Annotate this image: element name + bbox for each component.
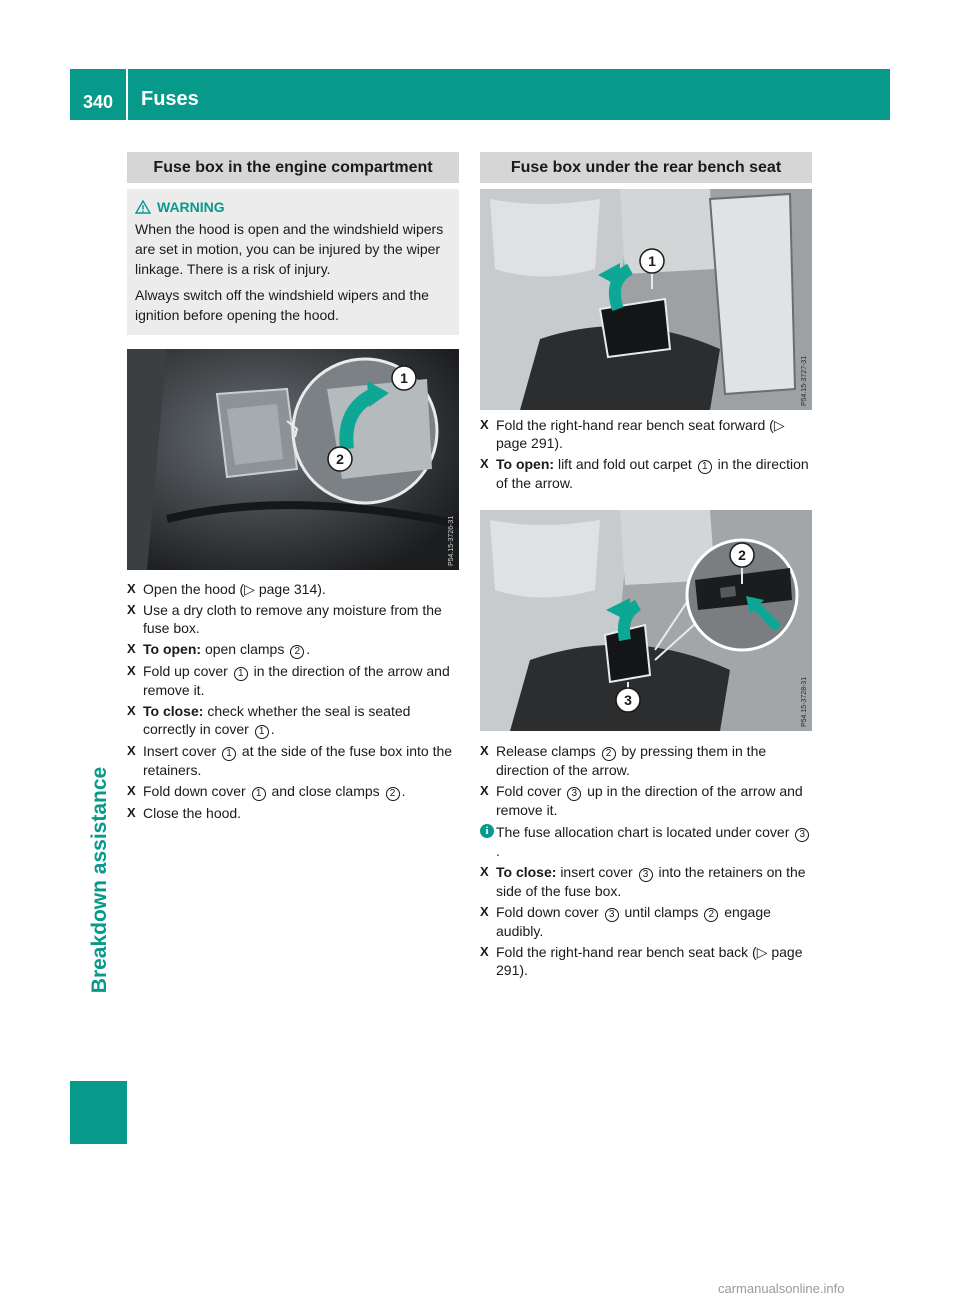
engine-steps-list xyxy=(127,580,459,822)
list-item: X Fold cover 3 up in the direction of the arrow and remove it. xyxy=(480,783,803,818)
list-item: X To close: insert cover 3 into the retainers on the side of the fuse box. xyxy=(480,864,806,899)
list-item: X Fold the right-hand rear bench seat forward (▷ page 291). xyxy=(480,417,785,451)
photo-code-rear-2: P54.15-3728-31 xyxy=(801,676,808,727)
rear-seat-photo-2 xyxy=(480,510,812,731)
side-chapter-label xyxy=(85,660,115,1100)
page-number: 340 xyxy=(83,92,114,112)
section-title-engine: Fuse box in the engine compartment xyxy=(127,152,459,183)
list-item: X Fold up cover 1 in the direction of the arrow and remove it. xyxy=(127,663,450,698)
callout-1-rear: 1 xyxy=(648,253,656,269)
list-item: X To open: open clamps 2 . xyxy=(127,641,311,657)
callout-2-engine: 2 xyxy=(336,451,344,467)
list-item: X Open the hood (▷ page 314). xyxy=(127,581,326,597)
callout-2-rear: 2 xyxy=(738,547,746,563)
rear-steps-list-3 xyxy=(480,863,812,979)
side-chapter-text: Breakdown assistance xyxy=(88,766,111,994)
section-title-rear-seat: Fuse box under the rear bench seat xyxy=(480,152,812,183)
rear-seat-photo-1 xyxy=(480,189,812,410)
list-item: X Fold the right-hand rear bench seat back (▷ page 291). xyxy=(480,944,803,978)
rear-steps-list-1 xyxy=(480,416,812,492)
warning-triangle-icon xyxy=(135,200,151,214)
engine-fusebox-photo xyxy=(127,349,459,570)
info-icon: i xyxy=(480,824,494,838)
list-item: X Fold down cover 1 and close clamps 2 . xyxy=(127,783,406,799)
header-divider xyxy=(126,69,128,120)
warning-text-1: When the hood is open and the windshield wipers are set in motion, you can be injured by the wiper linkage. There is a risk of injury. xyxy=(135,221,444,277)
side-marker-block xyxy=(70,1081,127,1144)
list-item: X Fold down cover 3 until clamps 2 engage audibly. xyxy=(480,904,771,939)
warning-header xyxy=(135,197,451,217)
photo-code-engine: P54.15-3726-31 xyxy=(448,515,455,566)
rear-steps-list-2 xyxy=(480,742,812,819)
page-title: Fuses xyxy=(141,88,199,110)
list-item: X Insert cover 1 at the side of the fuse box into the retainers. xyxy=(127,743,453,778)
warning-text-2: Always switch off the windshield wipers and the ignition before opening the hood. xyxy=(135,287,429,323)
info-note: i The fuse allocation chart is located under cover 3. xyxy=(480,823,812,860)
list-item: X Use a dry cloth to remove any moisture from the fuse box. xyxy=(127,602,442,636)
left-column xyxy=(127,152,459,822)
right-column xyxy=(480,152,812,979)
callout-1-engine: 1 xyxy=(400,370,408,386)
list-item: X Close the hood. xyxy=(127,805,242,821)
list-item: X To close: check whether the seal is seated correctly in cover 1 . xyxy=(127,703,411,737)
warning-box xyxy=(127,189,459,335)
callout-3-rear: 3 xyxy=(624,692,632,708)
list-item: X To open: lift and fold out carpet 1 in the direction of the arrow. xyxy=(480,456,809,491)
warning-label: WARNING xyxy=(157,199,225,215)
list-item: X Release clamps 2 by pressing them in the direction of the arrow. xyxy=(480,743,767,778)
photo-code-rear-1: P54.15-3727-31 xyxy=(801,355,808,406)
footer-watermark: carmanualsonline.info xyxy=(718,1281,845,1296)
